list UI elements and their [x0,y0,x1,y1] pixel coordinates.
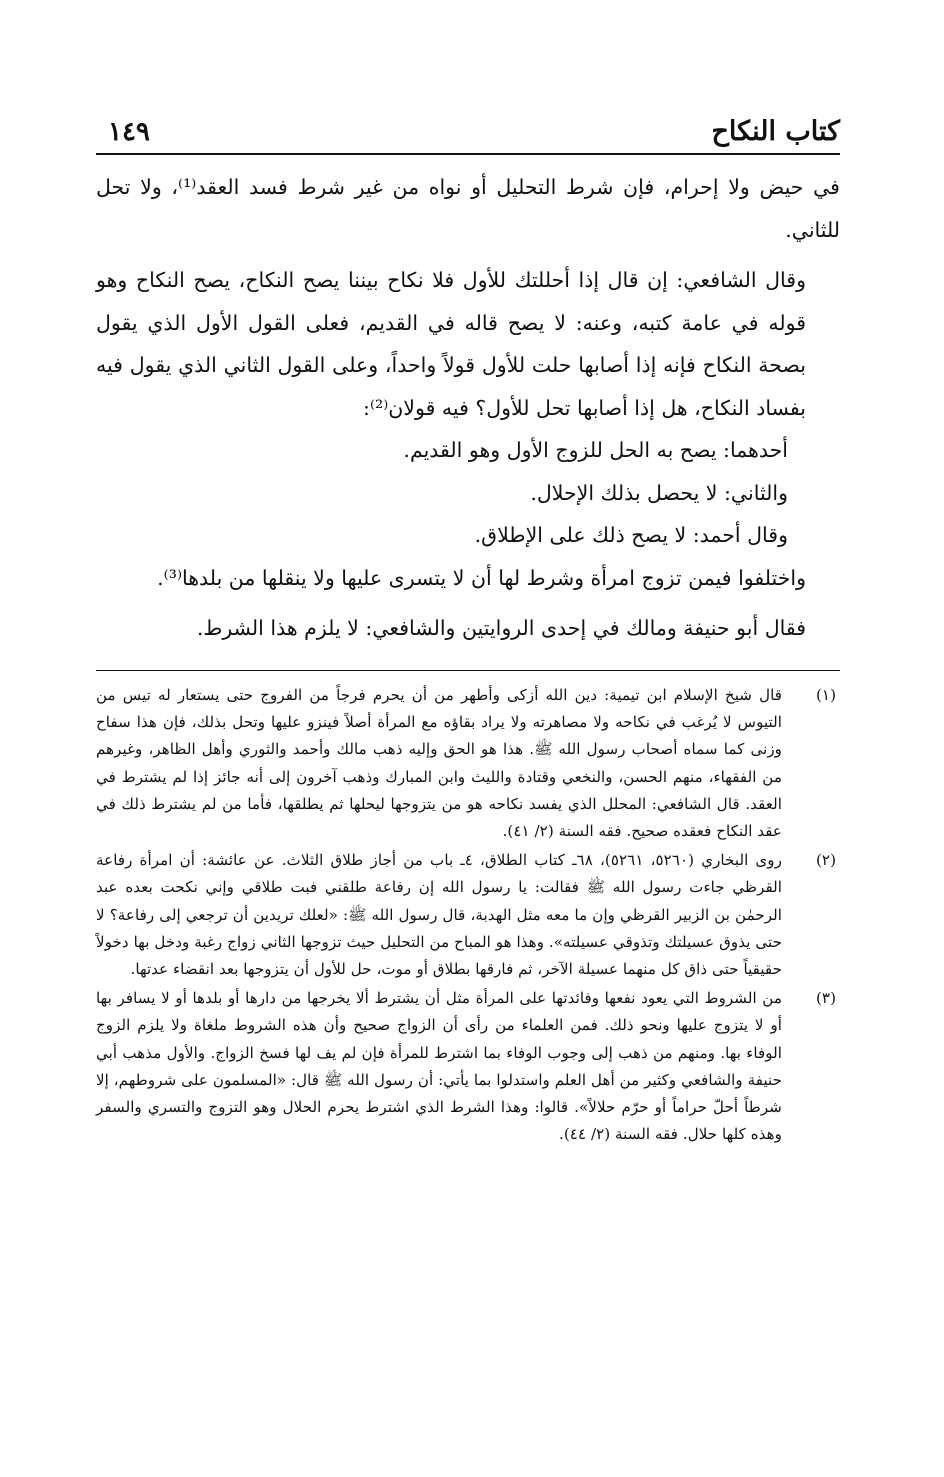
page-number: ١٤٩ [108,117,150,147]
footnote-number: (٣) [815,989,836,1008]
footnote-text: روى البخاري (٥٢٦٠، ٥٢٦١)، ٦٨ـ كتاب الطلاق، ٤ـ باب من أجاز طلاق الثلاث. عن عائشة: أن امرأة رفاعة القرظي جاءت رسول الله ﷺ فقالت: يا رسول الله إن رفاعة طلقني فبت طلاقي وإني نكحت بعده عبد الرحمٰن بن الزبير القرظي وإن ما معه مثل الهدبة، قال رسول الله ﷺ: «لعلك تريدين أن ترجعي إلى رفاعة؟ لا حتى يذوق عسيلتك وتذوقي عسيلته». وهذا هو المباح من التحليل حيث تزوجها الثاني زواج رغبة ودخل بها دخولاً حقيقياً حتى ذاق كل منهما عسيلة الآخر، ثم فارقها بطلاق أو موت، حل للأول أن يتزوجها بعد انقضاء عدتها. [96,851,782,979]
page-header [96,112,840,156]
footnote-number: (٢) [815,851,836,870]
footnote-number: (١) [815,686,836,704]
footnote [96,847,840,983]
footnote-text: من الشروط التي يعود نفعها وفائدتها على المرأة مثل أن يشترط ألا يخرجها من دارها أو بلدها أو لا يسافر بها أو لا يتزوج عليها ونحو ذلك. فمن العلماء من رأى أن الزواج صحيح وأن هذه الشروط ملغاة ولا يلزم الزوج الوفاء بها. ومنهم من ذهب إلى وجوب الوفاء بما اشترط للمرأة فإن لم يف لها فسخ الزواج. والأول مذهب أبي حنيفة والشافعي وكثير من أهل العلم واستدلوا بما يأتي: أن رسول الله ﷺ قال: «المسلمون على شروطهم، إلا شرطاً أحلّ حراماً أو حرّم حلالاً». قالوا: وهذا الشرط الذي اشترط يحرم الحلال وهو التزوج والتسري والسفر وهذه كلها حلال. فقه السنة (٢/ ٤٤). [96,989,782,1144]
chapter-title: كتاب النكاح [711,116,840,147]
main-text [96,166,840,650]
paragraph: والثاني: لا يحصل بذلك الإحلال. [530,480,788,505]
header-divider [96,153,840,155]
footnote [96,985,840,1148]
paragraph: وقال أحمد: لا يصح ذلك على الإطلاق. [474,523,788,547]
paragraph: فقال أبو حنيفة ومالك في إحدى الروايتين والشافعي: لا يلزم هذا الشرط. [196,616,806,640]
footnote [96,682,840,845]
paragraph: واختلفوا فيمن تزوج امرأة وشرط لها أن لا يتسرى عليها ولا ينقلها من بلدها⁽³⁾. [157,565,806,590]
paragraph: أحدهما: يصح به الحل للزوج الأول وهو القديم. [403,438,788,462]
footnotes [96,682,840,1150]
footnote-text: قال شيخ الإسلام ابن تيمية: دين الله أزكى وأطهر من أن يحرم فرجاً من الفروج حتى يستعار له تيس من التيوس لا يُرغب في نكاحه ولا مصاهرته ولا يراد بقاؤه مع المرأة أصلاً فينزو عليها وتحل بذلك، فإن هذا سفاح وزنى كما سماه أصحاب رسول الله ﷺ. هذا هو الحق وإليه ذهب مالك وأحمد والثوري وأهل الظاهر، وغيرهم من الفقهاء، منهم الحسن، والنخعي وقتادة والليث وابن المبارك وذهب آخرون إلى أنه جائز إذا لم يشترط في العقد. قال الشافعي: المحلل الذي يفسد نكاحه هو من يتزوجها ليحلها ثم يطلقها، فأما من لم يشترط ذلك في عقد النكاح فعقده صحيح. فقه السنة (٢/ ٤١). [96,686,782,841]
paragraph: وقال الشافعي: إن قال إذا أحللتك للأول فلا نكاح بيننا يصح النكاح، يصح النكاح وهو قوله في عامة كتبه، وعنه: لا يصح قاله في القديم، فعلى القول الأول الذي يقول بصحة النكاح فإنه إذا أصابها حلت للأول قولاً واحداً، وعلى القول الثاني الذي يقول فيه بفساد النكاح، هل إذا أصابها تحل للأول؟ فيه قولان⁽²⁾: [96,268,806,420]
footnote-divider [96,670,840,671]
paragraph: في حيض ولا إحرام، فإن شرط التحليل أو نواه من غير شرط فسد العقد⁽¹⁾، ولا تحل للثاني. [96,175,840,242]
